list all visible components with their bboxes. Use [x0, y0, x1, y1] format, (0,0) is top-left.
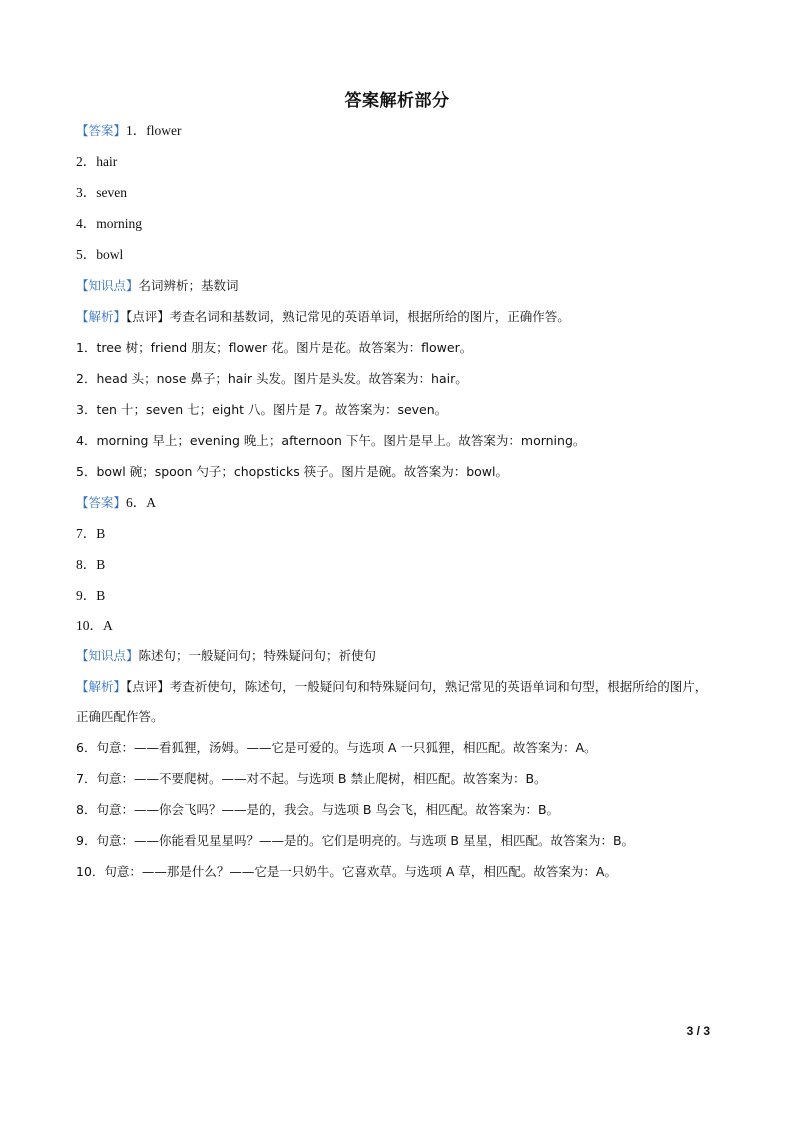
answer-7: 7．B [76, 526, 106, 541]
detail-8: 8．句意：——你会飞吗？——是的，我会。与选项 B 鸟会飞，相匹配。故答案为：B。 [76, 802, 560, 817]
comment-tag: 【点评】 [126, 679, 170, 694]
knowledge-tag: 【知识点】 [76, 278, 139, 293]
detail-9: 9．句意：——你能看见星星吗？——是的。它们是明亮的。与选项 B 星星，相匹配。故答案为：B。 [76, 833, 635, 848]
knowledge-text-2: 陈述句；一般疑问句；特殊疑问句；祈使句 [138, 648, 377, 663]
comment-tag: 【点评】 [126, 309, 170, 324]
answer-line-6 [76, 494, 156, 512]
detail-2: 2．head 头；nose 鼻子；hair 头发。图片是头发。故答案为：hair。 [76, 371, 468, 386]
comment-text-2: 考查祈使句，陈述句，一般疑问句和特殊疑问句，熟记常见的英语单词和句型，根据所给的图片，正确匹配作答。 [76, 679, 708, 724]
analysis-tag: 【解析】 [76, 679, 127, 694]
knowledge-line-2 [76, 647, 376, 665]
comment-text-1: 考查名词和基数词，熟记常见的英语单词，根据所给的图片，正确作答。 [169, 309, 570, 324]
answer-6: 6．A [126, 495, 157, 510]
page-title: 答案解析部分 [344, 91, 450, 111]
detail-5: 5．bowl 碗；spoon 勺子；chopsticks 筷子。图片是碗。故答案为：bowl。 [76, 464, 508, 479]
answer-9: 9．B [76, 588, 106, 603]
analysis-tag: 【解析】 [76, 309, 127, 324]
answer-tag: 【答案】 [76, 123, 127, 138]
knowledge-line-1 [76, 277, 239, 295]
page-number: 3 / 3 [686, 1024, 710, 1038]
answer-line-1 [76, 122, 182, 140]
detail-7: 7．句意：——不要爬树。——对不起。与选项 B 禁止爬树，相匹配。故答案为：B。 [76, 771, 547, 786]
detail-1: 1．tree 树；friend 朋友；flower 花。图片是花。故答案为：flower。 [76, 340, 473, 355]
analysis-line-2 [76, 672, 716, 732]
analysis-line-1 [76, 308, 570, 326]
answer-tag: 【答案】 [76, 495, 127, 510]
knowledge-tag: 【知识点】 [76, 648, 139, 663]
detail-4: 4．morning 早上；evening 晚上；afternoon 下午。图片是早上。故答案为：morning。 [76, 433, 586, 448]
answer-5: 5．bowl [76, 247, 124, 262]
answer-8: 8．B [76, 557, 106, 572]
knowledge-text-1: 名词辨析；基数词 [138, 278, 239, 293]
detail-6: 6．句意：——看狐狸，汤姆。——它是可爱的。与选项 A 一只狐狸，相匹配。故答案为：A。 [76, 740, 597, 755]
answer-4: 4．morning [76, 216, 142, 231]
answer-1: 1．flower [126, 123, 182, 138]
answer-2: 2．hair [76, 154, 118, 169]
detail-10: 10．句意：——那是什么？——它是一只奶牛。它喜欢草。与选项 A 草，相匹配。故答案为：A。 [76, 864, 617, 879]
answer-10: 10．A [76, 618, 113, 633]
detail-3: 3．ten 十；seven 七；eight 八。图片是 7。故答案为：seven。 [76, 402, 448, 417]
answer-3: 3．seven [76, 185, 127, 200]
